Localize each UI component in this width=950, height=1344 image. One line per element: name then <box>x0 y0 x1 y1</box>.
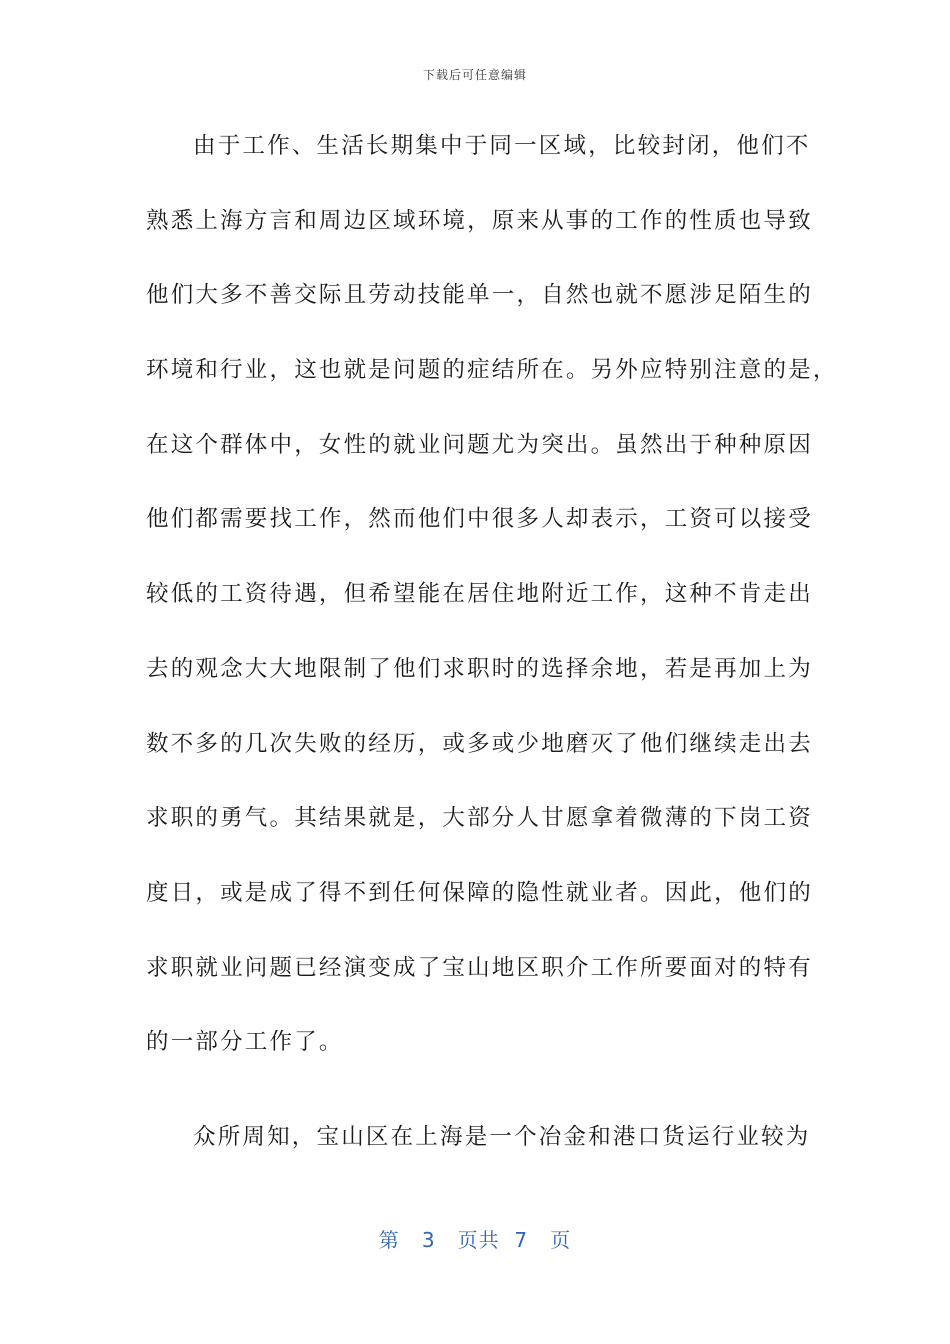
text-line: 环境和行业，这也就是问题的症结所在。另外应特别注意的是， <box>146 357 838 384</box>
footer-suffix: 页 <box>550 1228 572 1252</box>
paragraph-gap <box>146 1097 806 1117</box>
current-page-number: 3 <box>421 1228 436 1252</box>
footer-middle: 页共 <box>457 1228 500 1252</box>
document-body <box>146 126 838 1192</box>
header-note: 下载后可任意编辑 <box>422 68 527 82</box>
text-line: 度日，或是成了得不到任何保障的隐性就业者。因此，他们的 <box>146 879 813 906</box>
text-line: 他们都需要找工作，然而他们中很多人却表示，工资可以接受 <box>146 506 813 533</box>
paragraph-1 <box>146 126 838 1097</box>
text-line: 去的观念大大地限制了他们求职时的选择余地，若是再加上为 <box>146 655 813 682</box>
total-pages-number: 7 <box>514 1228 529 1252</box>
text-line: 在这个群体中，女性的就业问题尤为突出。虽然出于种种原因 <box>146 431 813 458</box>
text-line: 数不多的几次失败的经历，或多或少地磨灭了他们继续走出去 <box>146 730 813 757</box>
text-line: 的一部分工作了。 <box>146 1029 344 1056</box>
text-line: 求职的勇气。其结果就是，大部分人甘愿拿着微薄的下岗工资 <box>146 805 813 832</box>
footer-prefix: 第 <box>378 1228 400 1252</box>
page-footer <box>0 1224 950 1253</box>
text-line: 熟悉上海方言和周边区域环境，原来从事的工作的性质也导致 <box>146 207 813 234</box>
paragraph-2 <box>146 1117 811 1192</box>
text-line: 众所周知，宝山区在上海是一个冶金和港口货运行业较为 <box>193 1123 811 1150</box>
text-line: 由于工作、生活长期集中于同一区域，比较封闭，他们不 <box>193 133 811 159</box>
text-line: 他们大多不善交际且劳动技能单一，自然也就不愿涉足陌生的 <box>146 282 813 309</box>
text-line: 求职就业问题已经演变成了宝山地区职介工作所要面对的特有 <box>146 954 813 981</box>
text-line: 较低的工资待遇，但希望能在居住地附近工作，这种不肯走出 <box>146 581 813 608</box>
